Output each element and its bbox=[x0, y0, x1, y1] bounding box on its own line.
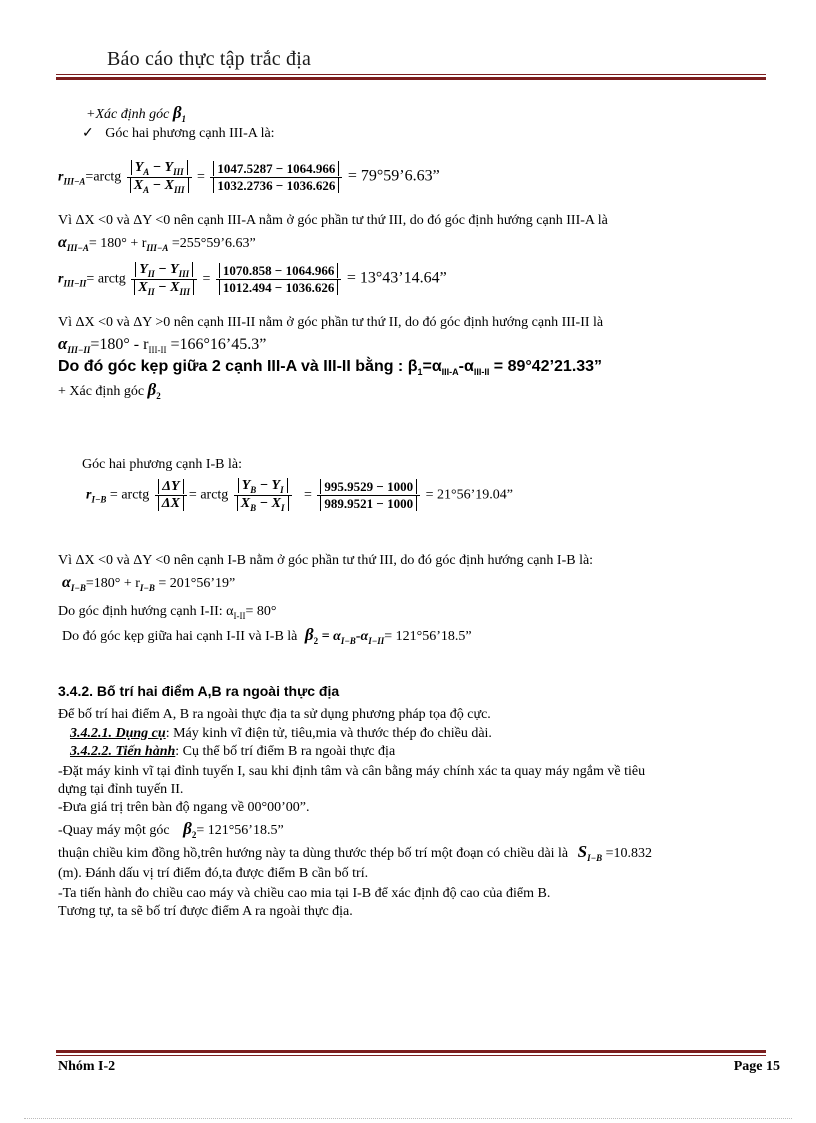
formula-r-I-B: $r_{I-B}$ = arctg $\frac{\Delta Y}{\Delta X}$ = arctg $\frac{Y_B - Y_I}{X_B - X_I}$ = $\frac{995.9529 - 1000}{989.9521 - 1000}$ = 21°56’19.04” bbox=[86, 478, 513, 513]
paragraph-tools: 3.4.2.1. Dụng cụ: Máy kinh vĩ điện tử, tiêu,mia và thước thép đo chiều dài. bbox=[70, 726, 492, 741]
section-heading-3-4-2: 3.4.2. Bố trí hai điểm A,B ra ngoài thực địa bbox=[58, 683, 340, 699]
formula-r-III-A: $r_{III-A}=arctg$ $\frac{Y_A - Y_{III}}{X_A - X_{III}}$ = $\frac{1047.5287 - 1064.966}{1032.2736 - 1036.626}$ = 79°59’6.63” bbox=[58, 160, 440, 195]
conclusion-beta2: Do đó góc kẹp giữa hai cạnh I-II và I-B là $\beta_2 = \alpha_{I-B}-\alpha_{I-II}=$ 121°56’18.5” bbox=[62, 625, 472, 646]
step-1-line-a: -Đặt máy kinh vĩ tại đỉnh tuyến I, sau khi định tâm và cân bằng máy chính xác ta quay máy ngắm về tiêu bbox=[58, 764, 646, 779]
formula-alpha-I-B: $\alpha_{I-B}=180^\circ + r_{I-B}$ = 201°56’19” bbox=[62, 574, 236, 593]
line-alpha-I-II: Do góc định hướng cạnh I-II: $\alpha_{I-II}= 80^\circ$ bbox=[58, 604, 277, 621]
paragraph-intro: Để bố trí hai điểm A, B ra ngoài thực địa ta sử dụng phương pháp tọa độ cực. bbox=[58, 707, 491, 722]
paragraph-procedure: 3.4.2.2. Tiến hành: Cụ thể bố trí điểm B ra ngoài thực địa bbox=[70, 744, 396, 759]
line-goc-III-A: ✓ Góc hai phương cạnh III-A là: bbox=[82, 126, 275, 141]
formula-alpha-III-II: $\alpha_{III-II}=180^\circ - r_{III-II}$ =166°16’45.3” bbox=[58, 334, 267, 356]
step-4-line-a: thuận chiều kim đồng hồ,trên hướng này ta dùng thước thép bố trí một đoạn có chiều dài là $S_{I-B} =10.832$ bbox=[58, 842, 652, 863]
formula-r-III-II: $r_{III-II}=$ arctg $\frac{Y_{II} - Y_{III}}{X_{II} - X_{III}}$ = $\frac{1070.858 - 1064.966}{1012.494 - 1036.626}$ = 13°43’14.64” bbox=[58, 262, 447, 297]
formula-alpha-III-A: $\alpha_{III-A}= 180^\circ + r_{III-A}$ =255°59’6.63” bbox=[58, 234, 256, 253]
header-rule-thick bbox=[56, 77, 766, 80]
text-vi-III-II: Vì ΔX <0 và ΔY >0 nên cạnh III-II nằm ở góc phần tư thứ II, do đó góc định hướng cạnh III-II là bbox=[58, 315, 604, 330]
page-bottom-dotted-edge bbox=[24, 1118, 792, 1119]
footer-rule-thick bbox=[56, 1050, 766, 1053]
footer-group: Nhóm I-2 bbox=[58, 1059, 116, 1074]
heading-beta2: + Xác định góc $\beta_2$ bbox=[58, 380, 161, 401]
line-goc-I-B: Góc hai phương cạnh I-B là: bbox=[82, 457, 243, 472]
checkmark-icon: ✓ bbox=[82, 126, 94, 141]
conclusion-beta1: Do đó góc kẹp giữa 2 cạnh III-A và III-II bằng : $\beta_1=\alpha_{III-A}-\alpha_{III-II}$ = 89°42’21.33” bbox=[58, 358, 603, 378]
text-vi-III-A: Vì ΔX <0 và ΔY <0 nên cạnh III-A nằm ở góc phần tư thứ III, do đó góc định hướng cạnh III-A là bbox=[58, 213, 608, 228]
text-vi-I-B: Vì ΔX <0 và ΔY <0 nên cạnh I-B nằm ở góc phần tư thứ III, do đó góc định hướng cạnh I-B là: bbox=[58, 553, 594, 568]
step-4-line-b: (m). Đánh dấu vị trí điểm đó,ta được điểm B cần bố trí. bbox=[58, 866, 369, 881]
footer-page-number: Page 15 bbox=[733, 1059, 780, 1074]
step-6: Tương tự, ta sẽ bố trí được điểm A ra ngoài thực địa. bbox=[58, 904, 353, 919]
step-3: -Quay máy một góc $\beta_2=$ 121°56’18.5” bbox=[58, 819, 284, 840]
step-2: -Đưa giá trị trên bàn độ ngang về 00°00’00”. bbox=[58, 800, 310, 815]
heading-beta1: +Xác định góc $\beta_1$ bbox=[86, 103, 187, 124]
footer-rule-thin bbox=[56, 1055, 766, 1056]
page-header-title: Báo cáo thực tập trắc địa bbox=[107, 48, 312, 70]
step-5: -Ta tiến hành đo chiều cao máy và chiều cao mia tại I-B để xác định độ cao của điểm B. bbox=[58, 886, 551, 901]
step-1-line-b: dựng tại đỉnh tuyến II. bbox=[58, 782, 184, 797]
header-rule-thin bbox=[56, 74, 766, 75]
